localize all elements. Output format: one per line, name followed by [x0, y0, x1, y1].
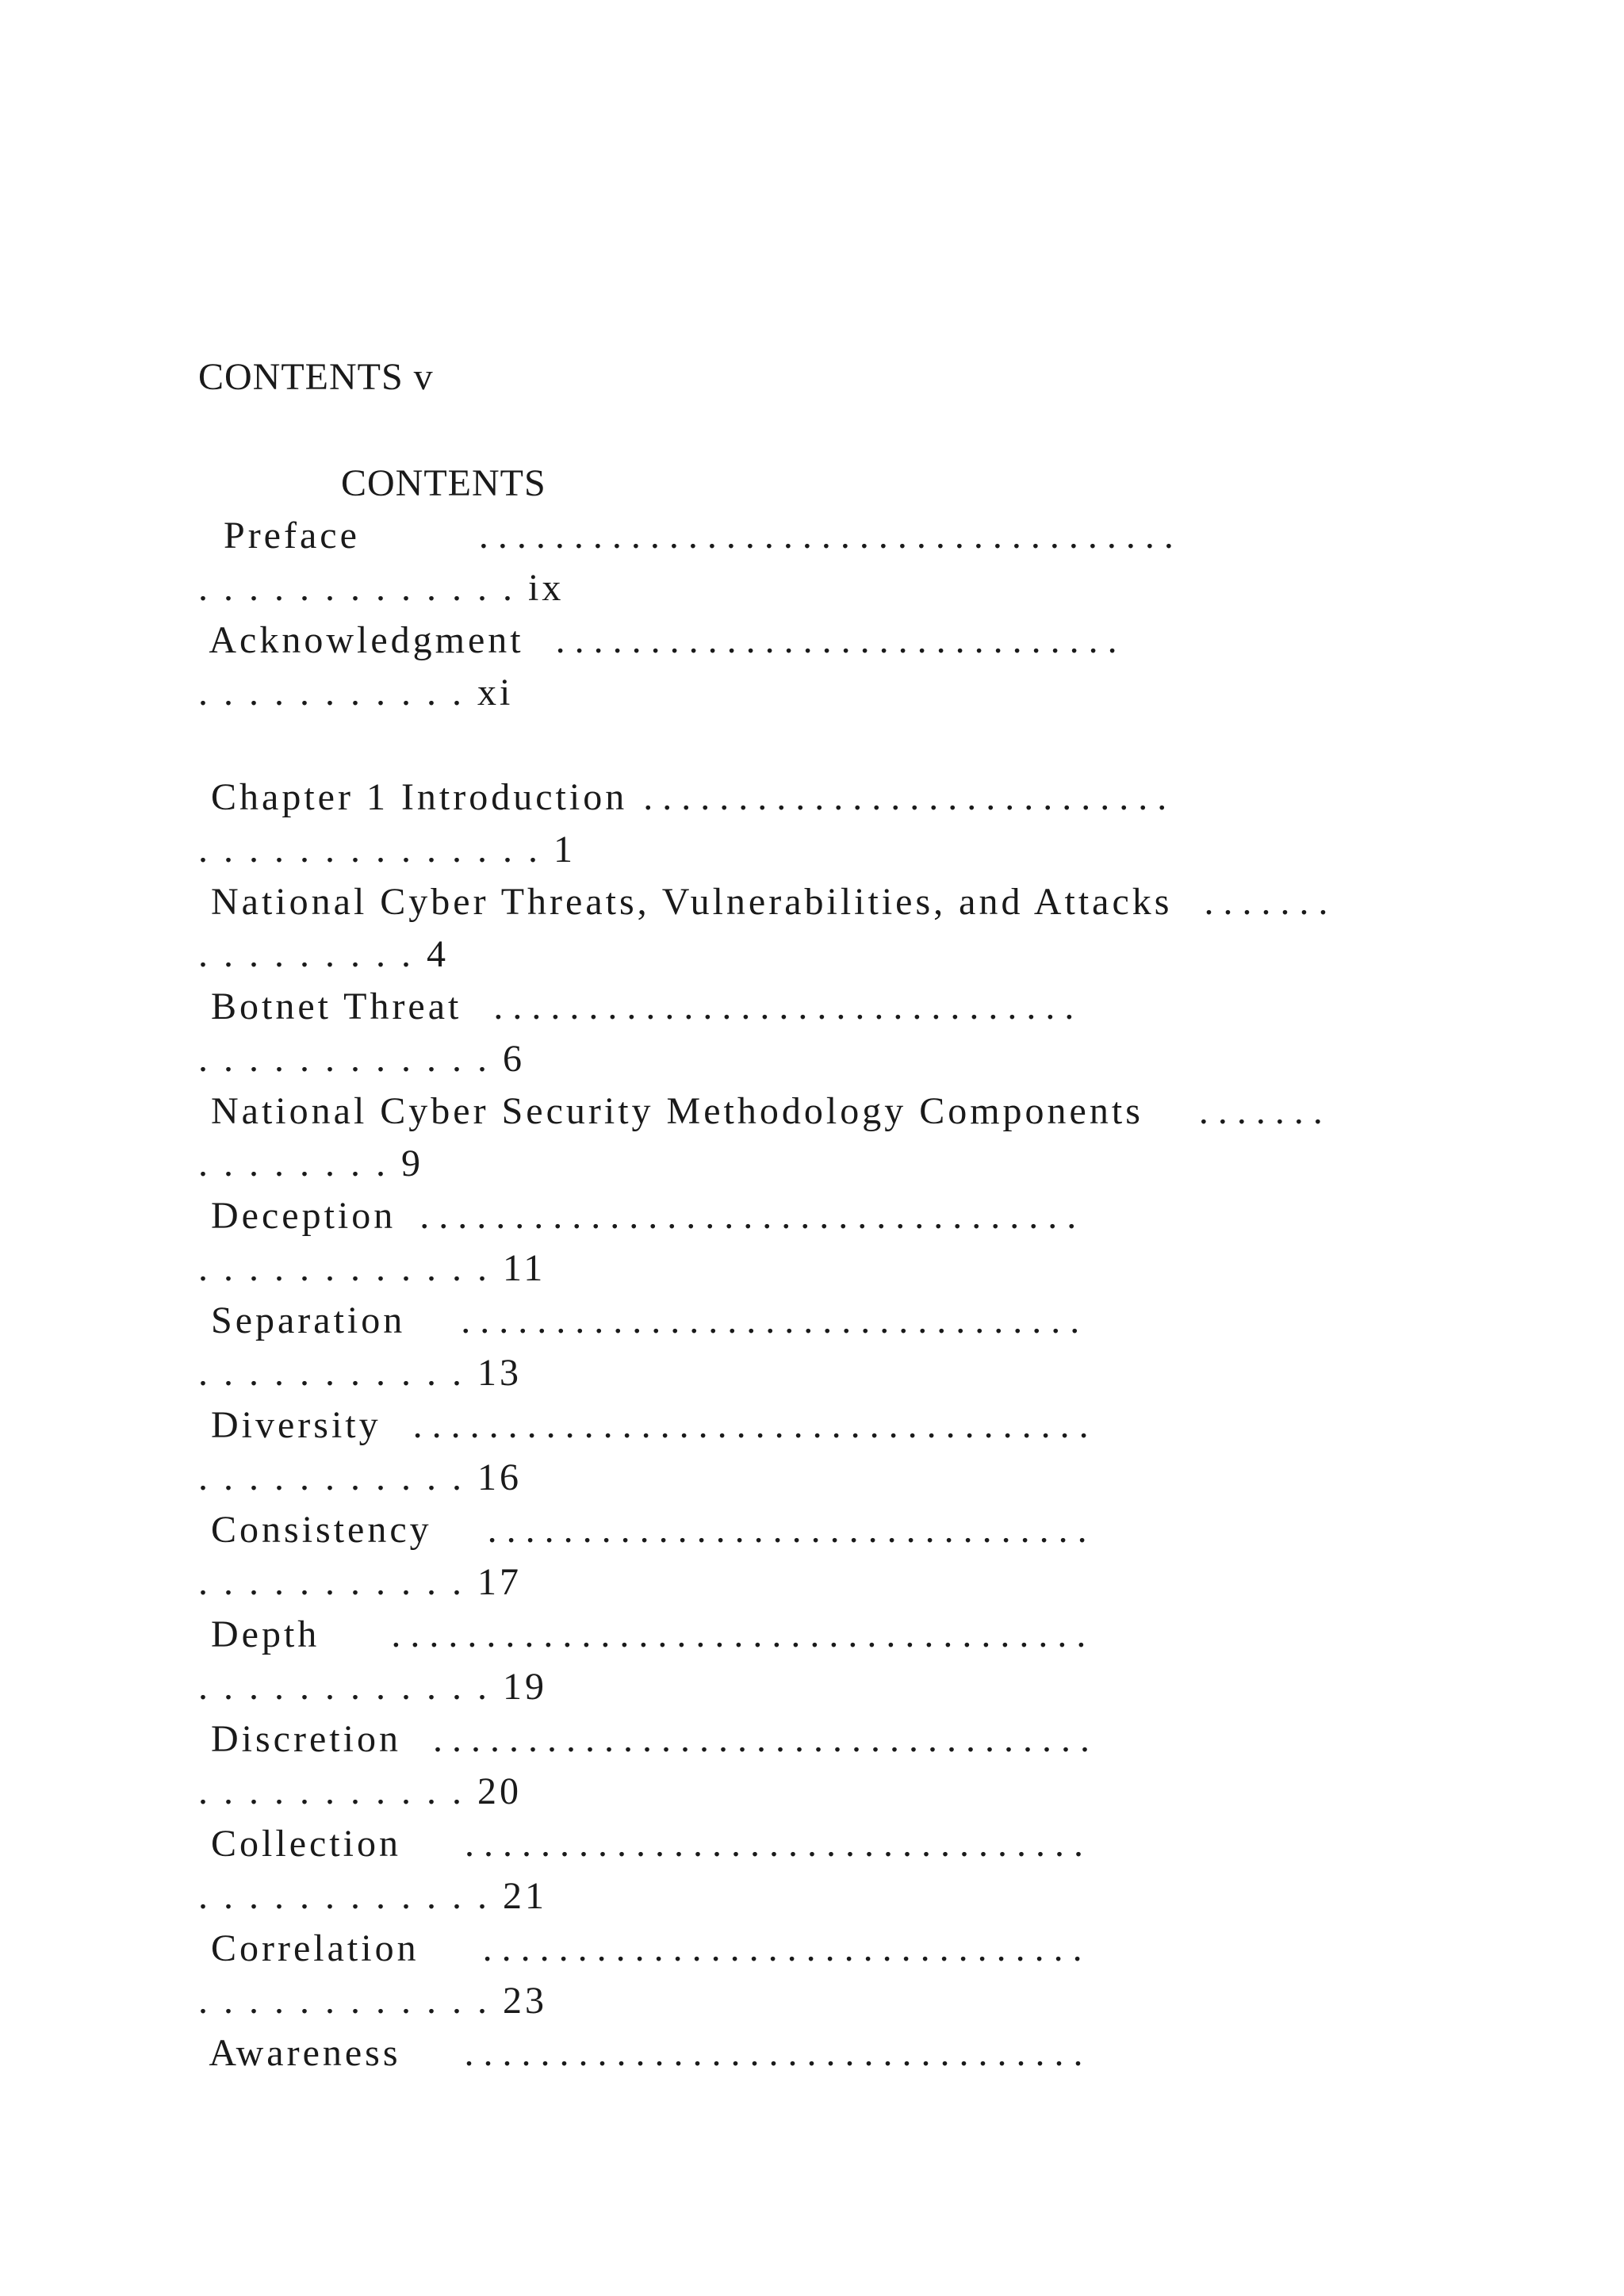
toc-leader-dots: . . . . . . . . . . . . . . . . . . . . . . . . . . . . . . . . — [482, 1927, 1082, 1969]
toc-leader-dots: . . . . . . . . . . . . . . . . . . . . . . . . . . . . — [643, 776, 1167, 818]
toc-leader-dots: . . . . . . . — [1204, 881, 1328, 923]
toc-entry-page-line: . . . . . . . . . . . . . ix — [198, 567, 565, 609]
toc-entry-title: Preface — [211, 515, 360, 557]
toc-entry-page-line: . . . . . . . . . . . 16 — [198, 1456, 522, 1498]
toc-entry-title: Collection — [198, 1823, 401, 1865]
toc-entry-title: Consistency — [198, 1509, 432, 1551]
toc-entry-page-line: . . . . . . . . . . . . 21 — [198, 1875, 547, 1917]
toc-entry-separation — [198, 1297, 1079, 1345]
toc-entry-page-line: . . . . . . . . . . . 17 — [198, 1561, 522, 1603]
toc-entry-page-line: . . . . . . . . . . . . 23 — [198, 1980, 547, 2022]
toc-leader-dots: . . . . . . . . . . . . . . . . . . . . . . . . . . . . . . . . . . . — [419, 1195, 1077, 1237]
toc-entry-title: Separation — [198, 1299, 406, 1341]
toc-leader-dots: . . . . . . . . . . . . . . . . . . . . . . . . . . . . . . . . . — [464, 1823, 1083, 1865]
toc-leader-dots: . . . . . . . . . . . . . . . . . . . . . . . . . . . . . . . — [493, 985, 1074, 1027]
toc-entry-title: Diversity — [198, 1404, 381, 1446]
toc-entry-page-line: . . . . . . . . . . . 13 — [198, 1352, 522, 1394]
toc-entry-page-line: . . . . . . . . . . . . 11 — [198, 1247, 546, 1289]
toc-entry-page-line: . . . . . . . . . . . 20 — [198, 1770, 522, 1812]
toc-leader-dots: . . . . . . . . . . . . . . . . . . . . . . . . . . . . . . — [555, 619, 1117, 661]
toc-entry-title: Correlation — [198, 1927, 419, 1969]
toc-entry-title: Depth — [198, 1613, 320, 1655]
toc-leader-dots: . . . . . . . . . . . . . . . . . . . . . . . . . . . . . . . . . — [464, 2032, 1083, 2074]
toc-entry-title: National Cyber Security Methodology Components — [198, 1090, 1143, 1132]
toc-leader-dots: . . . . . . . . . . . . . . . . . . . . . . . . . . . . . . . . . . . . — [412, 1404, 1089, 1446]
toc-title: CONTENTS — [341, 462, 546, 504]
toc-entry-page-line: . . . . . . . . . . . . 19 — [198, 1666, 547, 1708]
toc-entry-page-line: . . . . . . . . . . . . . . 1 — [198, 828, 576, 871]
toc-entry-page-line: . . . . . . . . . . . . 6 — [198, 1038, 525, 1080]
toc-entry-botnet-threat — [198, 983, 1074, 1031]
toc-entry-title: National Cyber Threats, Vulnerabilities, and Attacks — [198, 881, 1173, 923]
toc-leader-dots: . . . . . . . . . . . . . . . . . . . . . . . . . . . . . . . . . . . . . — [478, 515, 1174, 557]
toc-leader-dots: . . . . . . . — [1198, 1090, 1323, 1132]
toc-entry-awareness — [198, 2030, 1083, 2077]
toc-leader-dots: . . . . . . . . . . . . . . . . . . . . . . . . . . . . . . . . . . . — [432, 1718, 1090, 1760]
toc-entry-page-line: . . . . . . . . 9 — [198, 1142, 423, 1184]
toc-leader-dots: . . . . . . . . . . . . . . . . . . . . . . . . . . . . . . . . — [487, 1509, 1087, 1551]
toc-entry-title: Acknowledgment — [198, 619, 524, 661]
toc-entry-preface — [211, 512, 1174, 560]
toc-entry-title: Deception — [198, 1195, 396, 1237]
toc-entry-correlation — [198, 1925, 1082, 1973]
toc-entry-deception — [198, 1192, 1076, 1240]
toc-entry-discretion — [198, 1716, 1090, 1763]
toc-entry-title: Chapter 1 Introduction — [198, 776, 628, 818]
toc-leader-dots: . . . . . . . . . . . . . . . . . . . . . . . . . . . . . . . . . . . . . — [391, 1613, 1086, 1655]
toc-entry-depth — [198, 1611, 1086, 1659]
toc-entry-diversity — [198, 1402, 1089, 1449]
toc-entry-acknowledgment — [198, 617, 1117, 664]
toc-entry-title: Awareness — [198, 2032, 401, 2074]
toc-entry-title: Botnet Threat — [198, 985, 462, 1027]
toc-entry-page-line: . . . . . . . . . 4 — [198, 933, 449, 975]
toc-entry-chapter-1 — [198, 774, 1166, 821]
toc-entry-page-line: . . . . . . . . . . . xi — [198, 672, 514, 714]
toc-entry-consistency — [198, 1506, 1087, 1554]
toc-entry-title: Discretion — [198, 1718, 401, 1760]
running-head: CONTENTS v — [198, 356, 434, 398]
toc-entry-collection — [198, 1820, 1083, 1868]
toc-entry-methodology-components — [198, 1088, 1323, 1135]
toc-entry-national-cyber-threats — [198, 878, 1327, 926]
toc-leader-dots: . . . . . . . . . . . . . . . . . . . . . . . . . . . . . . . . . — [461, 1299, 1080, 1341]
